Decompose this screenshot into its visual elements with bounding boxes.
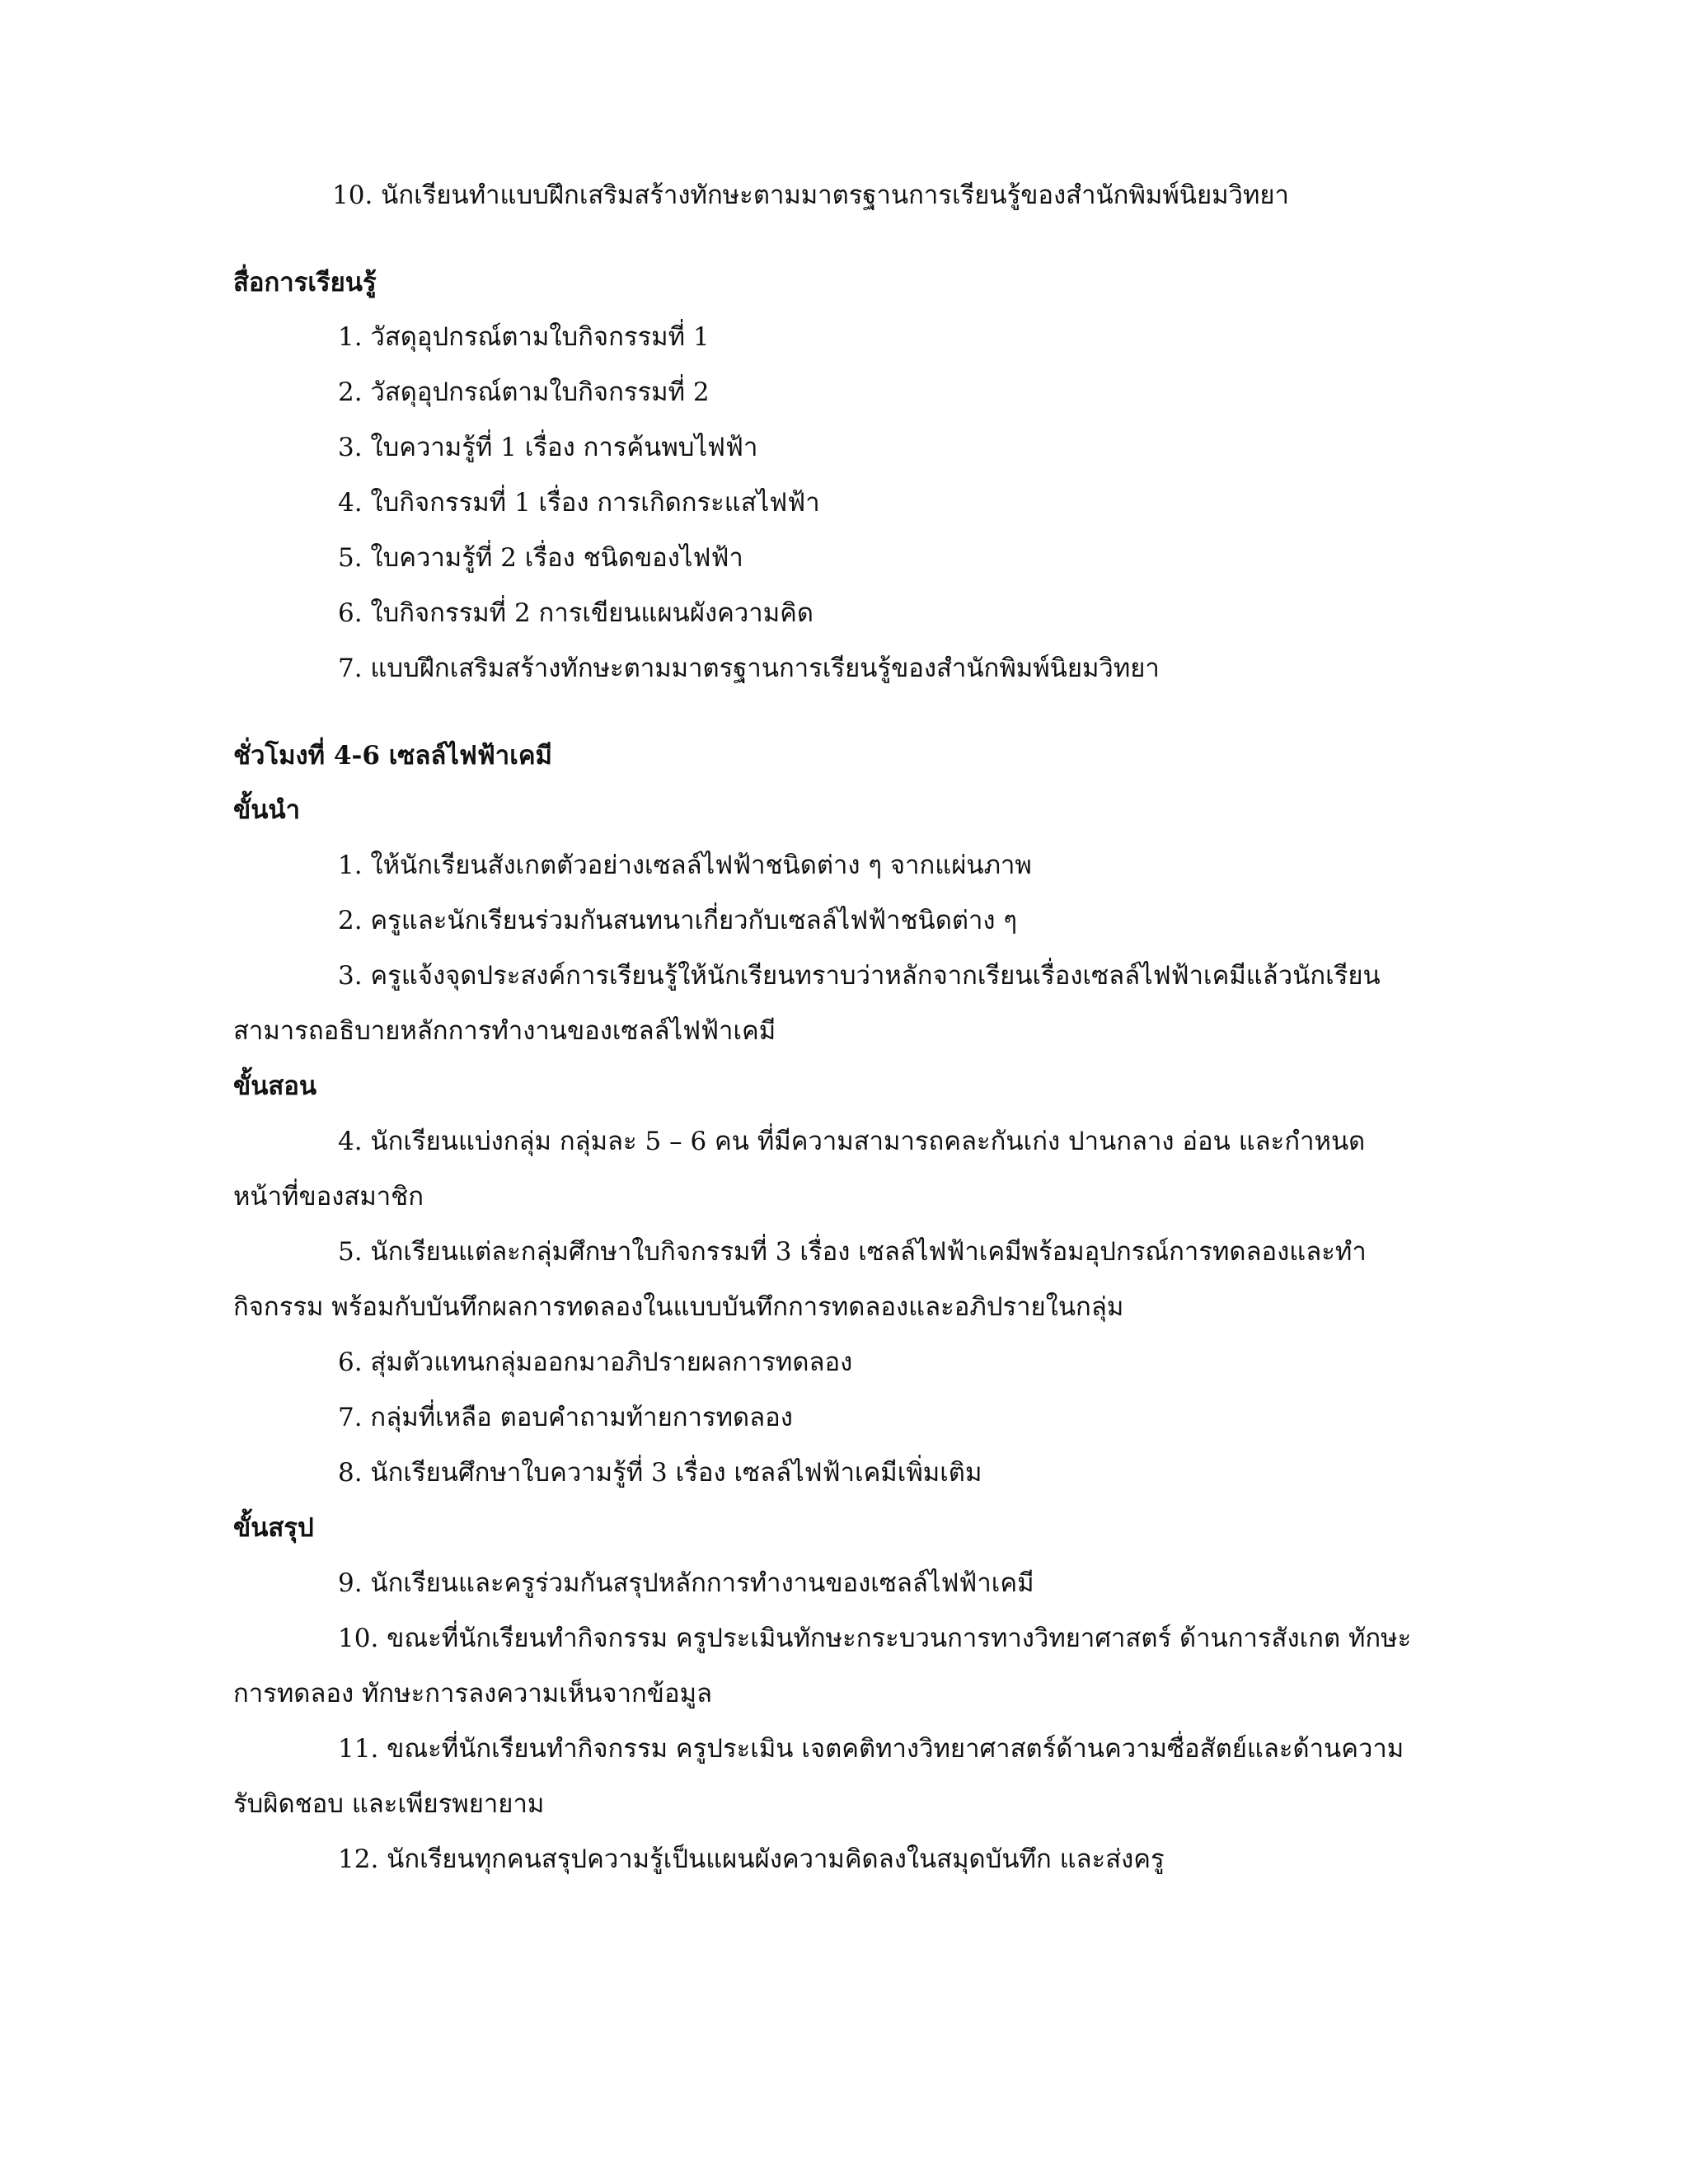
summary-step-item-11-line-1: 11. ขณะที่นักเรียนทำกิจกรรม ครูประเมิน เจตคติทางวิทยาศาสตร์ด้านความซื่อสัตย์และด้านความ [338, 1734, 1404, 1764]
summary-step-item-10-line-2: การทดลอง ทักษะการลงความเห็นจากข้อมูล [233, 1679, 713, 1708]
media-heading: สื่อการเรียนรู้ [233, 268, 377, 298]
intro-step-heading: ขั้นนำ [233, 795, 300, 825]
summary-step-item-12: 12. นักเรียนทุกคนสรุปความรู้เป็นแผนผังความคิดลงในสมุดบันทึก และส่งครู [338, 1844, 1165, 1874]
intro-item-10: 10. นักเรียนทำแบบฝึกเสริมสร้างทักษะตามมาตรฐานการเรียนรู้ของสำนักพิมพ์นิยมวิทยา [332, 180, 1289, 210]
teach-step-item-7: 7. กลุ่มที่เหลือ ตอบคำถามท้ายการทดลอง [338, 1403, 793, 1432]
hours-heading: ชั่วโมงที่ 4-6 เซลล์ไฟฟ้าเคมี [233, 741, 552, 771]
teach-step-item-8: 8. นักเรียนศึกษาใบความรู้ที่ 3 เรื่อง เซลล์ไฟฟ้าเคมีเพิ่มเติม [338, 1458, 982, 1488]
teach-step-item-6: 6. สุ่มตัวแทนกลุ่มออกมาอภิปรายผลการทดลอง [338, 1347, 853, 1377]
intro-step-item-1: 1. ให้นักเรียนสังเกตตัวอย่างเซลล์ไฟฟ้าชนิดต่าง ๆ จากแผ่นภาพ [338, 851, 1032, 880]
intro-step-item-3-line-1: 3. ครูแจ้งจุดประสงค์การเรียนรู้ให้นักเรียนทราบว่าหลักจากเรียนเรื่องเซลล์ไฟฟ้าเคมีแล้วนักเรียน [338, 961, 1381, 991]
intro-step-item-2: 2. ครูและนักเรียนร่วมกันสนทนาเกี่ยวกับเซลล์ไฟฟ้าชนิดต่าง ๆ [338, 906, 1018, 935]
teach-step-item-5-line-1: 5. นักเรียนแต่ละกลุ่มศึกษาใบกิจกรรมที่ 3 เรื่อง เซลล์ไฟฟ้าเคมีพร้อมอุปกรณ์การทดลองและทำ [338, 1237, 1367, 1267]
teach-step-heading: ขั้นสอน [233, 1071, 317, 1101]
media-item-6: 6. ใบกิจกรรมที่ 2 การเขียนแผนผังความคิด [338, 598, 814, 628]
media-item-3: 3. ใบความรู้ที่ 1 เรื่อง การค้นพบไฟฟ้า [338, 433, 758, 462]
media-item-4: 4. ใบกิจกรรมที่ 1 เรื่อง การเกิดกระแสไฟฟ้า [338, 488, 820, 518]
intro-step-item-3-line-2: สามารถอธิบายหลักการทำงานของเซลล์ไฟฟ้าเคมี [233, 1016, 776, 1046]
media-item-1: 1. วัสดุอุปกรณ์ตามใบกิจกรรมที่ 1 [338, 322, 710, 352]
media-item-5: 5. ใบความรู้ที่ 2 เรื่อง ชนิดของไฟฟ้า [338, 543, 743, 573]
media-item-2: 2. วัสดุอุปกรณ์ตามใบกิจกรรมที่ 2 [338, 377, 710, 407]
teach-step-item-4-line-2: หน้าที่ของสมาชิก [233, 1182, 424, 1212]
summary-step-item-11-line-2: รับผิดชอบ และเพียรพยายาม [233, 1789, 545, 1819]
summary-step-item-9: 9. นักเรียนและครูร่วมกันสรุปหลักการทำงานของเซลล์ไฟฟ้าเคมี [338, 1568, 1034, 1598]
teach-step-item-5-line-2: กิจกรรม พร้อมกับบันทึกผลการทดลองในแบบบันทึกการทดลองและอภิปรายในกลุ่ม [233, 1292, 1124, 1322]
media-item-7: 7. แบบฝึกเสริมสร้างทักษะตามมาตรฐานการเรียนรู้ของสำนักพิมพ์นิยมวิทยา [338, 654, 1160, 683]
summary-step-item-10-line-1: 10. ขณะที่นักเรียนทำกิจกรรม ครูประเมินทักษะกระบวนการทางวิทยาศาสตร์ ด้านการสังเกต ทักษะ [338, 1624, 1412, 1653]
summary-step-heading: ขั้นสรุป [233, 1513, 314, 1543]
teach-step-item-4-line-1: 4. นักเรียนแบ่งกลุ่ม กลุ่มละ 5 – 6 คน ที่มีความสามารถคละกันเก่ง ปานกลาง อ่อน และกำหนด [338, 1127, 1366, 1156]
